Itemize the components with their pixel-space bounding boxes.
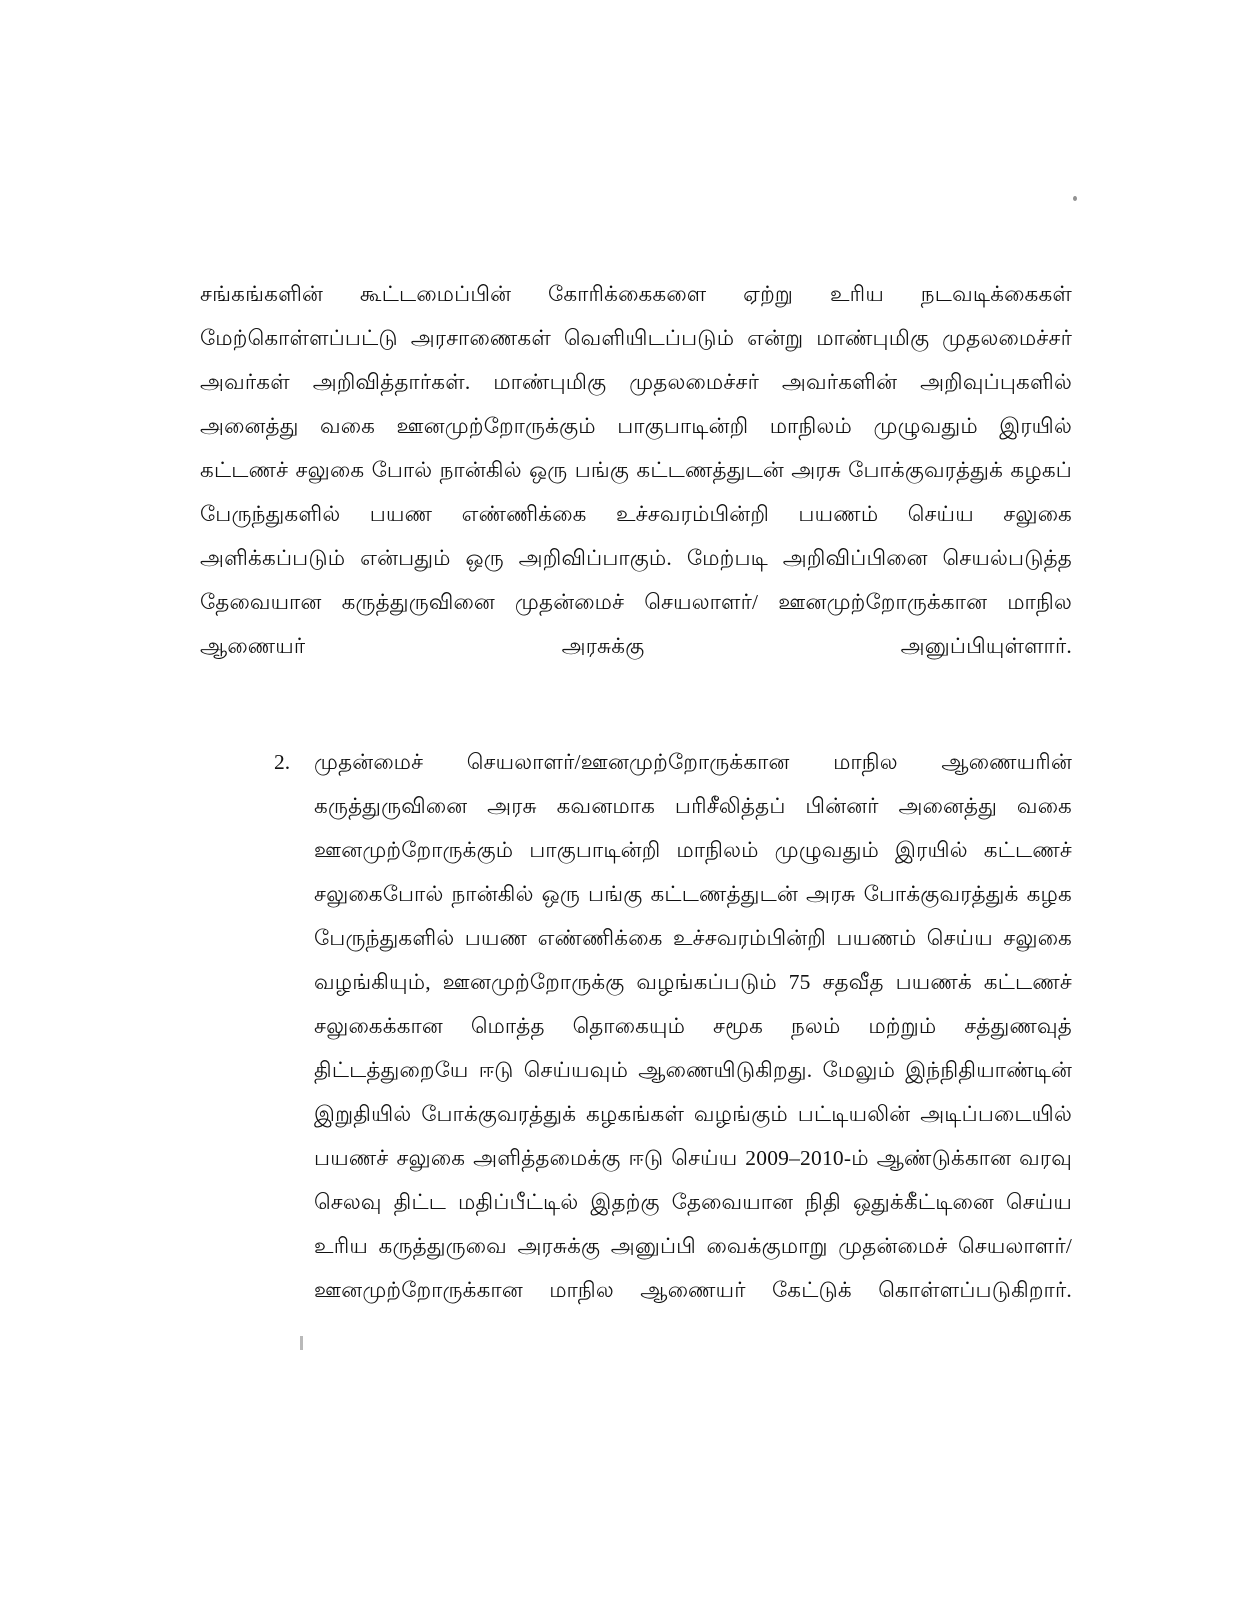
scan-artifact-icon [1073,196,1077,201]
numbered-item-2 [200,740,1072,1356]
paragraph-1: சங்கங்களின் கூட்டமைப்பின் கோரிக்கைகளை ஏற்று உரிய நடவடிக்கைகள் மேற்கொள்ளப்பட்டு அரசாணைகள் வெளியிடப்படும் என்று மாண்புமிகு முதலமைச்சர் அவர்கள் அறிவித்தார்கள். மாண்புமிகு முதலமைச்சர் அவர்களின் அறிவுப்புகளில் அனைத்து வகை ஊனமுற்றோருக்கும் பாகுபாடின்றி மாநிலம் முழுவதும் இரயில் கட்டணச் சலுகை போல் நான்கில் ஒரு பங்கு கட்டணத்துடன் அரசு போக்குவரத்துக் கழகப் பேருந்துகளில் பயண எண்ணிக்கை உச்சவரம்பின்றி பயணம் செய்ய சலுகை அளிக்கப்படும் என்பதும் ஒரு அறிவிப்பாகும். மேற்படி அறிவிப்பினை செயல்படுத்த தேவையான கருத்துருவினை முதன்மைச் செயலாளர்/ ஊனமுற்றோருக்கான மாநில ஆணையர் அரசுக்கு அனுப்பியுள்ளார். [200,282,1072,658]
list-item-text: முதன்மைச் செயலாளர்/ஊனமுற்றோருக்கான மாநில ஆணையரின் கருத்துருவினை அரசு கவனமாக பரிசீலித்தப் பின்னர் அனைத்து வகை ஊனமுற்றோருக்கும் பாகுபாடின்றி மாநிலம் முழுவதும் இரயில் கட்டணச் சலுகைபோல் நான்கில் ஒரு பங்கு கட்டணத்துடன் அரசு போக்குவரத்துக் கழக பேருந்துகளில் பயண எண்ணிக்கை உச்சவரம்பின்றி பயணம் செய்ய சலுகை வழங்கியும், ஊனமுற்றோருக்கு வழங்கப்படும் 75 சதவீத பயணக் கட்டணச் சலுகைக்கான மொத்த தொகையும் சமூக நலம் மற்றும் சத்துணவுத் திட்டத்துறையே ஈடு செய்யவும் ஆணையிடுகிறது. மேலும் இந்நிதியாண்டின் இறுதியில் போக்குவரத்துக் கழகங்கள் வழங்கும் பட்டியலின் அடிப்படையில் பயணச் சலுகை அளித்தமைக்கு ஈடு செய்ய 2009–2010-ம் ஆண்டுக்கான வரவு செலவு திட்ட மதிப்பீட்டில் இதற்கு தேவையான நிதி ஒதுக்கீட்டினை செய்ய உரிய கருத்துருவை அரசுக்கு அனுப்பி வைக்குமாறு முதன்மைச் செயலாளர்/ஊனமுற்றோருக்கான மாநில ஆணையர் கேட்டுக் கொள்ளப்படுகிறார். [314,750,1072,1302]
list-number: 2. [274,750,291,774]
document-body [200,272,1072,1356]
